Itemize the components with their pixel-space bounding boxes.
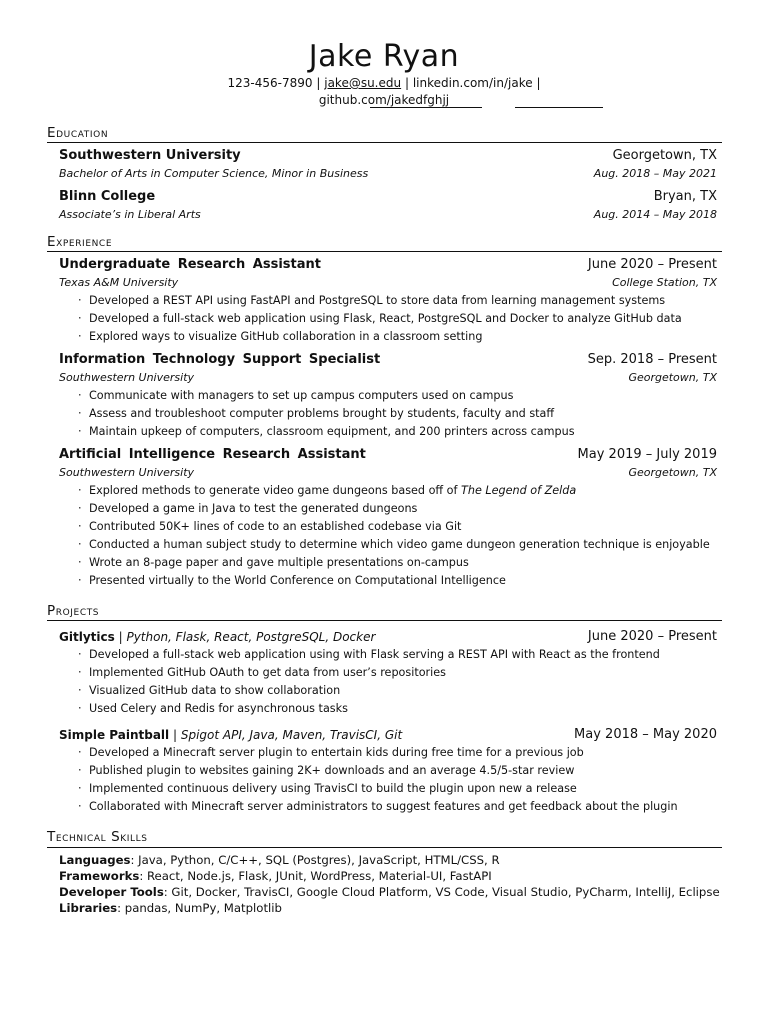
education-entry bbox=[59, 148, 717, 164]
project-dates: June 2020 – Present bbox=[587, 629, 717, 644]
job-location: Georgetown, TX bbox=[628, 371, 717, 384]
linkedin-link[interactable]: linkedin.com/in/jake bbox=[412, 76, 533, 90]
italic-title: The Legend of Zelda bbox=[461, 484, 577, 497]
job-org: Texas A&M University bbox=[59, 276, 179, 289]
phone-number: 123-456-7890 bbox=[227, 76, 313, 90]
link-underline bbox=[515, 107, 603, 108]
bullet-icon: · bbox=[78, 684, 82, 697]
section-title-experience: Experience bbox=[47, 234, 113, 250]
job-detail bbox=[59, 371, 717, 387]
job-dates: June 2020 – Present bbox=[587, 257, 717, 272]
job-title: Information Technology Support Specialist bbox=[59, 352, 381, 367]
bullet-icon: · bbox=[78, 556, 82, 569]
bullet-icon: · bbox=[78, 407, 82, 420]
project-entry bbox=[59, 629, 717, 645]
education-entry bbox=[59, 189, 717, 205]
bullet-icon: · bbox=[78, 294, 82, 307]
job-org: Southwestern University bbox=[59, 466, 195, 479]
github-link[interactable]: github.com/jakedfghjj bbox=[318, 93, 450, 107]
job-entry bbox=[59, 447, 717, 463]
bullet-icon: · bbox=[78, 425, 82, 438]
job-entry bbox=[59, 352, 717, 368]
job-location: College Station, TX bbox=[612, 276, 717, 289]
job-entry bbox=[59, 257, 717, 273]
job-detail bbox=[59, 276, 717, 292]
education-dates: Aug. 2018 – May 2021 bbox=[593, 167, 717, 180]
skills-libraries: Libraries: pandas, NumPy, Matplotlib bbox=[59, 901, 282, 915]
job-detail bbox=[59, 466, 717, 482]
separator: | bbox=[404, 76, 409, 90]
bullet-icon: · bbox=[78, 538, 82, 551]
skills-developer-tools: Developer Tools: Git, Docker, TravisCI, Google Cloud Platform, VS Code, Visual Studio, PyCharm, IntelliJ, Eclipse bbox=[59, 885, 720, 899]
separator: | bbox=[118, 630, 123, 644]
separator: | bbox=[172, 728, 178, 742]
section-rule bbox=[47, 620, 722, 621]
resume-page: Jake Ryan 123-456-7890 | jake@su.edu | linkedin.com/in/jake | github.com/jakedfghjj Education Southwestern University Georgetown, TX Bachelor of Arts in Computer Science, Minor in Business Aug. 2018 – May 2021 Blinn College Bryan, TX Associate’s in Liberal Arts Aug. 2014 – May 2018 Experience Undergraduate Research Assistant June 2020 – Present Texas A&M University College Station, TX · Developed a REST API using FastAPI and PostgreSQL to store data from learning management systems · Developed a full-stack web application using Flask, React, PostgreSQL and Docker to analyze GitHub data · Explored ways to visualize GitHub collaboration in a classroom setting Information Technology Support Specialist Sep. 2018 – Present Southwestern University Georgetown, TX · Communicate with managers to set up campus computers used on campus · Assess and troubleshoot computer problems brought by students, faculty and staff · Maintain upkeep of computers, classroom equipment, and 200 printers across campus Artificial Intelligence Research Assistant May 2019 – July 2019 Southwestern University Georgetown, TX · Explored methods to generate video game dungeons based off of The Legend of Zelda · Developed a game in Java to test the generated dungeons · Contributed 50K+ lines of code to an established codebase via Git · Conducted a human subject study to determine which video game dungeon generation technique is enjoyable · Wrote an 8-page paper and gave multiple presentations on-campus · Presented virtually to the World Conference on Computational Intelligence Projects Gitlytics | Python, Flask, React, PostgreSQL, Docker June 2020 – Present · Developed a full-stack web application using with Flask serving a REST API with React as the frontend · Implemented GitHub OAuth to get data from user’s repositories · Visualized GitHub data to show collaboration · Used Celery and Redis for asynchronous tasks Simple Paintball | Spigot API, Java, Maven, TravisCI, Git May 2018 – May 2020 · Developed a Minecraft server plugin to entertain kids during free time for a previous job · Published plugin to websites gaining 2K+ downloads and an average 4.5/5-star review · Implemented continuous delivery using TravisCI to build the plugin upon new a release · Collaborated with Minecraft server administrators to suggest features and get feedback about the plugin Technical Skills Languages: Java, Python, C/C++, SQL (Postgres), JavaScript, HTML/CSS, R Frameworks: React, Node.js, Flask, JUnit, WordPress, Material-UI, FastAPI Developer Tools: Git, Docker, TravisCI, Google Cloud Platform, VS Code, Visual Studio, PyCharm, IntelliJ, Eclipse Libraries: pandas, NumPy, Matplotlib bbox=[0, 0, 768, 1024]
education-dates: Aug. 2014 – May 2018 bbox=[593, 208, 717, 221]
bullet-icon: · bbox=[78, 520, 82, 533]
bullet-icon: · bbox=[78, 574, 82, 587]
job-dates: May 2019 – July 2019 bbox=[577, 447, 717, 462]
section-title-education: Education bbox=[47, 125, 109, 141]
bullet-icon: · bbox=[78, 800, 82, 813]
project-stack: Spigot API, Java, Maven, TravisCI, Git bbox=[180, 728, 403, 742]
separator: | bbox=[536, 76, 541, 90]
degree: Bachelor of Arts in Computer Science, Minor in Business bbox=[59, 167, 369, 180]
resume-name: Jake Ryan bbox=[308, 39, 460, 74]
bullet-icon: · bbox=[78, 764, 82, 777]
project-name: Simple Paintball bbox=[59, 728, 170, 742]
job-dates: Sep. 2018 – Present bbox=[587, 352, 717, 367]
section-rule bbox=[47, 251, 722, 252]
skills-frameworks: Frameworks: React, Node.js, Flask, JUnit, WordPress, Material-UI, FastAPI bbox=[59, 869, 492, 883]
bullet-icon: · bbox=[78, 666, 82, 679]
link-underline bbox=[370, 107, 482, 108]
project-entry bbox=[59, 727, 717, 743]
school-name: Southwestern University bbox=[59, 148, 241, 163]
email-link[interactable]: jake@su.edu bbox=[324, 76, 402, 90]
section-rule bbox=[47, 142, 722, 143]
bullet-icon: · bbox=[78, 389, 82, 402]
section-title-skills: Technical Skills bbox=[47, 829, 148, 845]
section-rule bbox=[47, 847, 722, 848]
bullet-icon: · bbox=[78, 746, 82, 759]
education-detail bbox=[59, 208, 717, 224]
bullet-icon: · bbox=[78, 312, 82, 325]
job-org: Southwestern University bbox=[59, 371, 195, 384]
job-title: Undergraduate Research Assistant bbox=[59, 257, 321, 272]
project-dates: May 2018 – May 2020 bbox=[574, 727, 717, 742]
project-stack: Python, Flask, React, PostgreSQL, Docker bbox=[126, 630, 376, 644]
bullet-icon: · bbox=[78, 502, 82, 515]
bullet-icon: · bbox=[78, 702, 82, 715]
contact-line bbox=[0, 75, 768, 91]
education-detail bbox=[59, 167, 717, 183]
project-name: Gitlytics bbox=[59, 630, 115, 644]
section-title-projects: Projects bbox=[47, 603, 100, 619]
school-location: Georgetown, TX bbox=[612, 148, 717, 163]
school-location: Bryan, TX bbox=[653, 189, 717, 204]
skills-languages: Languages: Java, Python, C/C++, SQL (Postgres), JavaScript, HTML/CSS, R bbox=[59, 853, 500, 867]
school-name: Blinn College bbox=[59, 189, 156, 204]
bullet-icon: · bbox=[78, 782, 82, 795]
degree: Associate’s in Liberal Arts bbox=[59, 208, 201, 221]
separator: | bbox=[316, 76, 321, 90]
bullet-icon: · bbox=[78, 484, 82, 497]
job-title: Artificial Intelligence Research Assistant bbox=[59, 447, 366, 462]
bullet-icon: · bbox=[78, 330, 82, 343]
job-location: Georgetown, TX bbox=[628, 466, 717, 479]
contact-line-2 bbox=[0, 92, 768, 108]
bullet-icon: · bbox=[78, 648, 82, 661]
